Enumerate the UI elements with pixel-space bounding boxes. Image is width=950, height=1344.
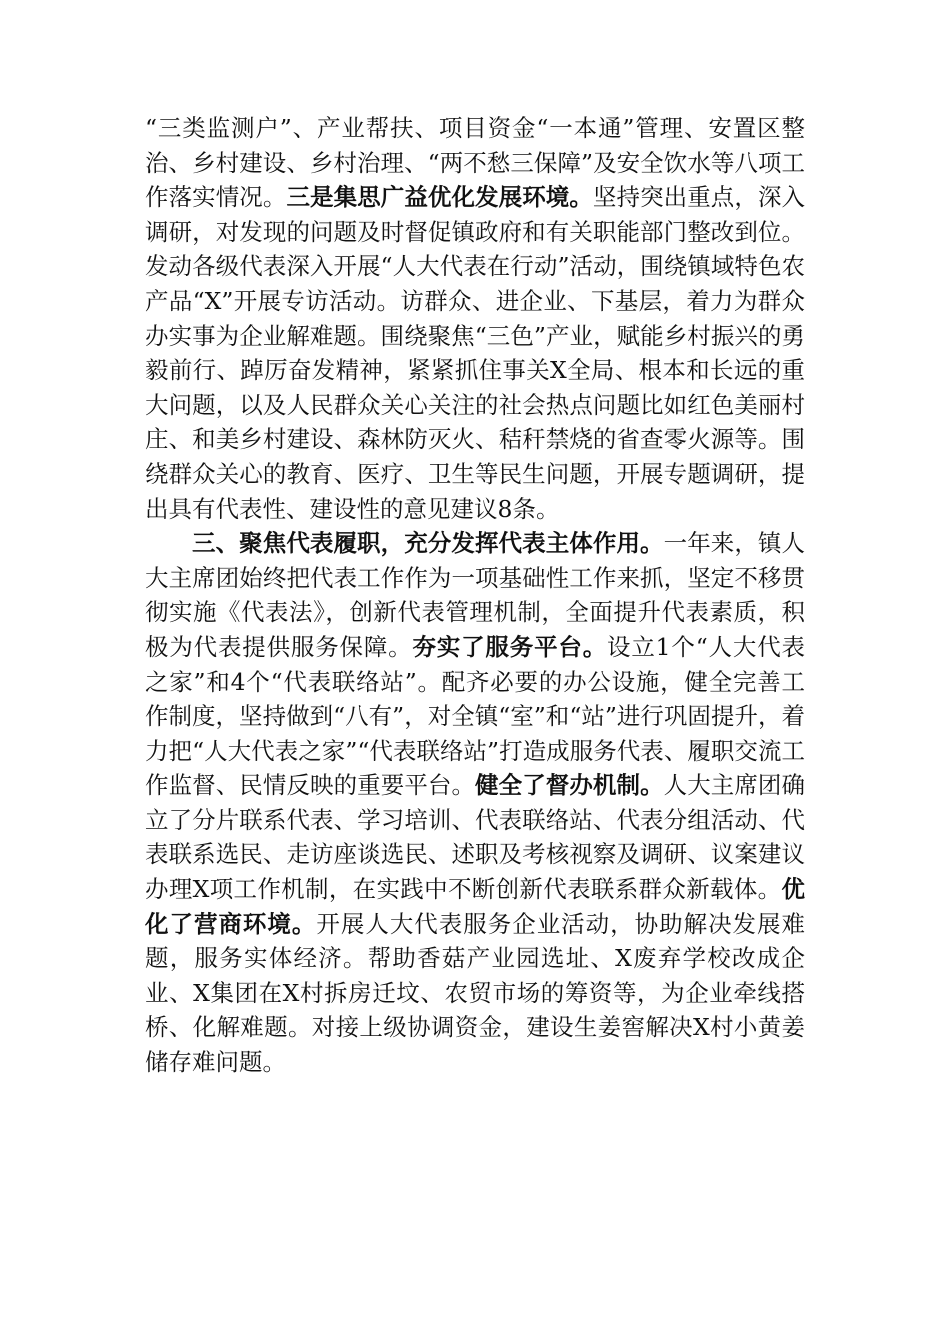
body-text: 设立1个“人大代表之家”和4个“代表联络站”。配齐必要的办公设施，健全完善工作制度，坚持做到“八有”，对全镇“室”和“站”进行巩固提升，着力把“人大代表之家”“代表联络站”打造成服务代表、履职交流工作监督、民情反映的重要平台。 bbox=[145, 632, 806, 800]
bold-heading-supervision-mechanism: 健全了督办机制。 bbox=[475, 771, 664, 800]
section-heading-three: 三、聚焦代表履职，充分发挥代表主体作用。 bbox=[192, 529, 664, 558]
body-text: 坚持突出重点，深入调研，对发现的问题及时督促镇政府和有关职能部门整改到位。发动各级代表深入开展“人大代表在行动”活动，围绕镇域特色农产品“X”开展专访活动。访群众、进企业、下基层，着力为群众办实事为企业解难题。围绕聚焦“三色”产业，赋能乡村振兴的勇毅前行、踔厉奋发精神，紧紧抓住事关X全局、根本和长远的重大问题，以及人民群众关心关注的社会热点问题比如红色美丽村庄、和美乡村建设、森林防灭火、秸秆禁烧的省查零火源等。围绕群众关心的教育、医疗、卫生等民生问题，开展专题调研，提出具有代表性、建设性的意见建议8条。 bbox=[145, 183, 806, 523]
bold-heading-optimize-environment: 三是集思广益优化发展环境。 bbox=[286, 183, 593, 212]
body-text: 人大主席团确立了分片联系代表、学习培训、代表联络站、代表分组活动、代表联系选民、走访座谈选民、述职及考核视察及调研、议案建议办理X项工作机制，在实践中不断创新代表联系群众新载体。 bbox=[145, 771, 806, 904]
bold-heading-business-environment: 优化了营商环境。 bbox=[145, 875, 805, 938]
paragraph-continued bbox=[145, 111, 805, 526]
paragraph-section-three bbox=[145, 526, 805, 1080]
body-text: 开展人大代表服务企业活动，协助解决发展难题，服务实体经济。帮助香菇产业园选址、X废弃学校改成企业、X集团在X村拆房迁坟、农贸市场的筹资等，为企业牵线搭桥、化解难题。对接上级协调资金，建设生姜窖解决X村小黄姜储存难问题。 bbox=[145, 909, 806, 1077]
body-text: “三类监测户”、产业帮扶、项目资金“一本通”管理、安置区整治、乡村建设、乡村治理、“两不愁三保障”及安全饮水等八项工作落实情况。 bbox=[145, 114, 805, 212]
bold-heading-service-platform: 夯实了服务平台。 bbox=[412, 632, 608, 661]
document-page bbox=[145, 111, 805, 1080]
body-text: 一年来，镇人大主席团始终把代表工作作为一项基础性工作来抓，坚定不移贯彻实施《代表法》，创新代表管理机制，全面提升代表素质，积极为代表提供服务保障。 bbox=[145, 529, 806, 661]
